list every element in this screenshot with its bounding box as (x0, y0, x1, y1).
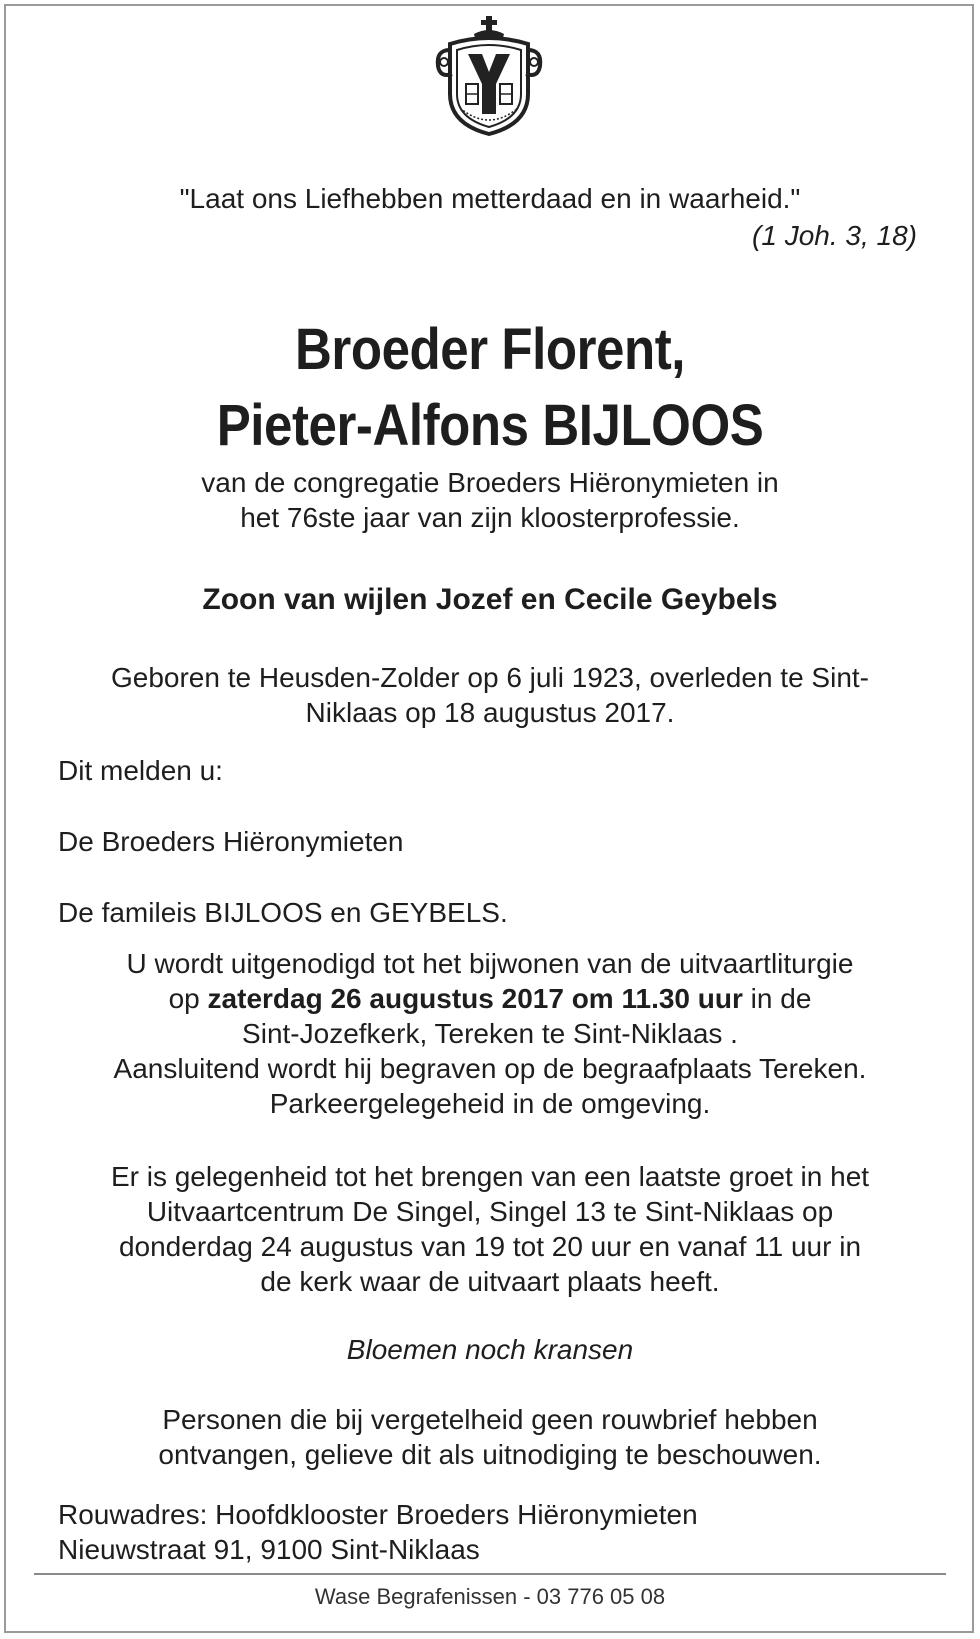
birth-death-line1: Geboren te Heusden-Zolder op 6 juli 1923, overleden te Sint- (110, 662, 870, 693)
hieronymite-coat-of-arms-icon (430, 14, 548, 138)
farewell-text (40, 1159, 940, 1299)
notice-line1: Personen die bij vergetelheid geen rouwbrief hebben (162, 1404, 818, 1435)
notice-text (40, 1402, 940, 1472)
address-line2: Nieuwstraat 91, 9100 Sint-Niklaas (58, 1534, 480, 1565)
deceased-name-line2: Pieter-Alfons BIJLOOS (216, 393, 764, 458)
address-line1: Rouwadres: Hoofdklooster Broeders Hiëronymieten (58, 1499, 698, 1530)
funeral-line5: Parkeergelegeheid in de omgeving. (269, 1088, 711, 1119)
birth-death-text (40, 660, 940, 730)
farewell-line3: donderdag 24 augustus van 19 tot 20 uur en vanaf 11 uur in (118, 1231, 862, 1262)
announcer-second: De famileis BIJLOOS en GEYBELS. (58, 897, 508, 928)
notice-line2: ontvangen, gelieve dit als uitnodiging te beschouwen. (158, 1439, 822, 1470)
announcers-intro: Dit melden u: (58, 755, 223, 786)
funeral-line4: Aansluitend wordt hij begraven op de begraafplaats Tereken. (113, 1053, 867, 1084)
footer-divider (34, 1573, 946, 1575)
parents-line: Zoon van wijlen Jozef en Cecile Geybels (202, 583, 778, 616)
funeral-invitation (40, 946, 940, 1121)
bible-quote-reference: (1 Joh. 3, 18) (752, 220, 917, 251)
funeral-date-time: zaterdag 26 augustus 2017 om 11.30 uur (207, 983, 743, 1014)
funeral-line1: U wordt uitgenodigd tot het bijwonen van de uitvaartliturgie (126, 948, 854, 979)
farewell-line1: Er is gelegenheid tot het brengen van een laatste groet in het (110, 1161, 870, 1192)
funeral-line2: op zaterdag 26 augustus 2017 om 11.30 uur in de (168, 983, 812, 1014)
funeral-line3: Sint-Jozefkerk, Tereken te Sint-Niklaas . (242, 1018, 738, 1049)
deceased-name-line1: Broeder Florent, (294, 317, 685, 382)
announcer-first: De Broeders Hiëronymieten (58, 826, 404, 857)
deceased-name (59, 312, 921, 464)
flowers-note: Bloemen noch kransen (346, 1334, 634, 1365)
congregation-text (40, 465, 940, 535)
congregation-line1: van de congregatie Broeders Hiëronymieten in (201, 467, 779, 498)
mourning-address (58, 1497, 698, 1567)
congregation-line2: het 76ste jaar van zijn kloosterprofessie. (240, 502, 740, 533)
farewell-line4: de kerk waar de uitvaart plaats heeft. (260, 1266, 720, 1297)
footer-funeral-home: Wase Begrafenissen - 03 776 05 08 (314, 1584, 666, 1609)
bible-quote: "Laat ons Liefhebben metterdaad en in waarheid." (179, 183, 801, 214)
farewell-line2: Uitvaartcentrum De Singel, Singel 13 te Sint-Niklaas op (146, 1196, 834, 1227)
birth-death-line2: Niklaas op 18 augustus 2017. (305, 697, 675, 728)
